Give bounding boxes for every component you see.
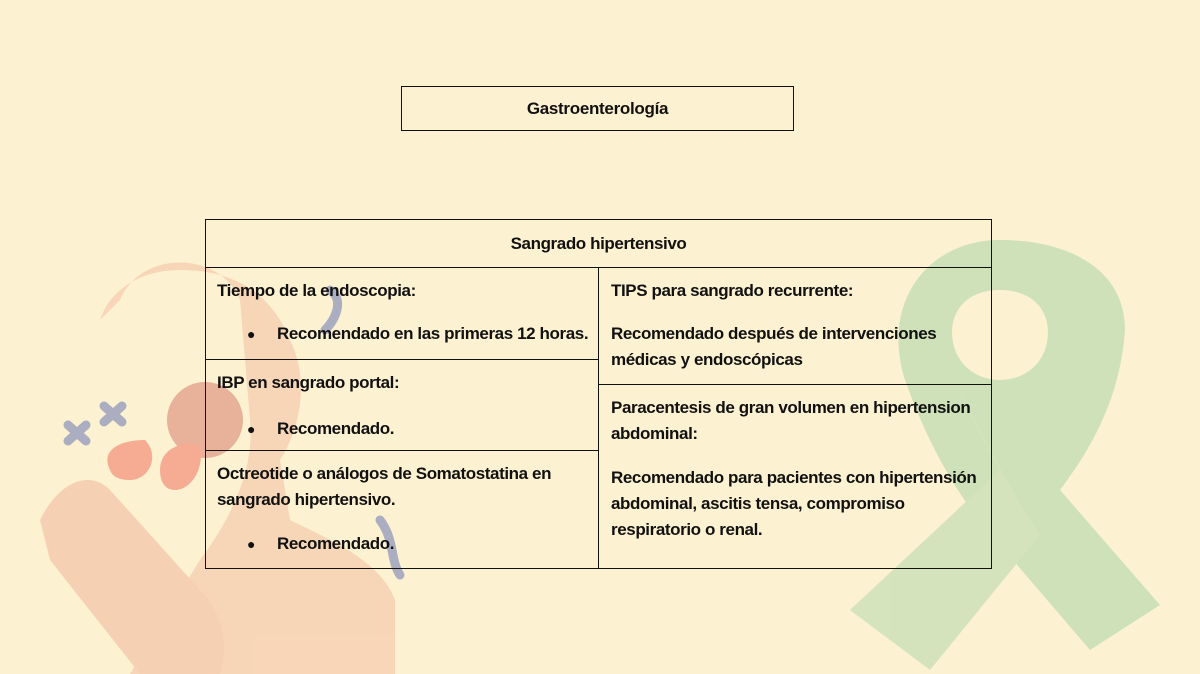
bullet-text: Recomendado. xyxy=(277,534,395,553)
table-cell-tips xyxy=(611,278,936,373)
cell-body: Recomendado después de intervenciones xyxy=(611,324,937,343)
list-item xyxy=(217,321,588,347)
cell-body: respiratorio o renal. xyxy=(611,520,763,539)
row-divider xyxy=(206,450,598,451)
cell-heading: Octreotide o análogos de Somatostatina en xyxy=(217,464,552,483)
row-divider xyxy=(206,359,598,360)
list-item xyxy=(217,416,399,442)
cell-body: Recomendado para pacientes con hipertensión xyxy=(611,468,977,487)
bullet-icon: ● xyxy=(247,536,256,552)
bullet-text: Recomendado. xyxy=(277,419,395,438)
list-item xyxy=(217,531,551,557)
cell-body: médicas y endoscópicas xyxy=(611,350,803,369)
cell-heading: sangrado hipertensivo. xyxy=(217,490,396,509)
cell-heading: IBP en sangrado portal: xyxy=(217,373,400,392)
table-cell-ibp xyxy=(217,370,399,442)
table-cell-paracentesis xyxy=(611,395,976,543)
bullet-icon: ● xyxy=(247,326,256,342)
table-cell-endoscopy-time xyxy=(217,278,588,347)
cell-body: abdominal, ascitis tensa, compromiso xyxy=(611,494,905,513)
table-cell-octreotide xyxy=(217,461,551,557)
table-header: Sangrado hipertensivo xyxy=(206,220,991,268)
cell-heading: TIPS para sangrado recurrente: xyxy=(611,281,854,300)
recommendations-table xyxy=(205,219,992,569)
cell-heading: abdominal: xyxy=(611,424,698,443)
bullet-icon: ● xyxy=(247,421,256,437)
row-divider xyxy=(598,384,991,385)
column-divider xyxy=(598,267,599,568)
page-title: Gastroenterología xyxy=(401,86,794,131)
cell-heading: Tiempo de la endoscopia: xyxy=(217,281,416,300)
bullet-text: Recomendado en las primeras 12 horas. xyxy=(277,324,589,343)
cell-heading: Paracentesis de gran volumen en hipertension xyxy=(611,398,971,417)
